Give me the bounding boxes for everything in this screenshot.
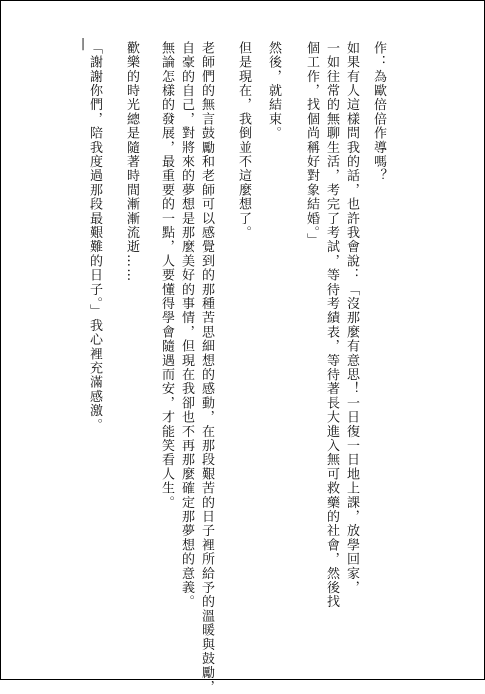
text-column-3: 一如往常的無聊生活，考完了考試，等待考績表，等待著長大進入無可救藥的社會，然後找: [324, 41, 339, 609]
text-column-2: 如果有人這樣問我的話，也許我會說：「沒那麼有意思！一日復一日地上課，放學回家，: [344, 41, 359, 595]
text-column-8: 自豪的自己，對將來的夢想是那麼美好的事情，但現在我卻也不再那麼確定那夢想的意義。: [179, 41, 194, 609]
text-column-5: 然後，就結束。: [266, 41, 281, 141]
text-column-9: 無論怎樣的發展，最重要的一點，人要懂得學會隨遇而安，才能笑看人生。: [159, 41, 174, 510]
text-column-11: 「謝謝你們，陪我度過那段最艱難的日子。」我心裡充滿感激。: [87, 41, 102, 433]
text-column-4: 個工作，找個尚稱好對象結婚。」: [304, 41, 319, 248]
text-column-6: 但是現在，我倒並不這麼想了。: [236, 41, 251, 240]
text-column-7: 老師們的無言鼓勵和老師可以感覺到的那種苦思細想的感動，在那段艱苦的日子裡所給予的溫暖與鼓勵，: [199, 41, 214, 694]
page-folio-mark: |: [81, 36, 86, 50]
text-column-1: 作：為歐倍倍作導嗎？: [371, 41, 386, 183]
text-column-10: 歡樂的時光總是隨著時間漸漸流逝……: [124, 41, 139, 283]
